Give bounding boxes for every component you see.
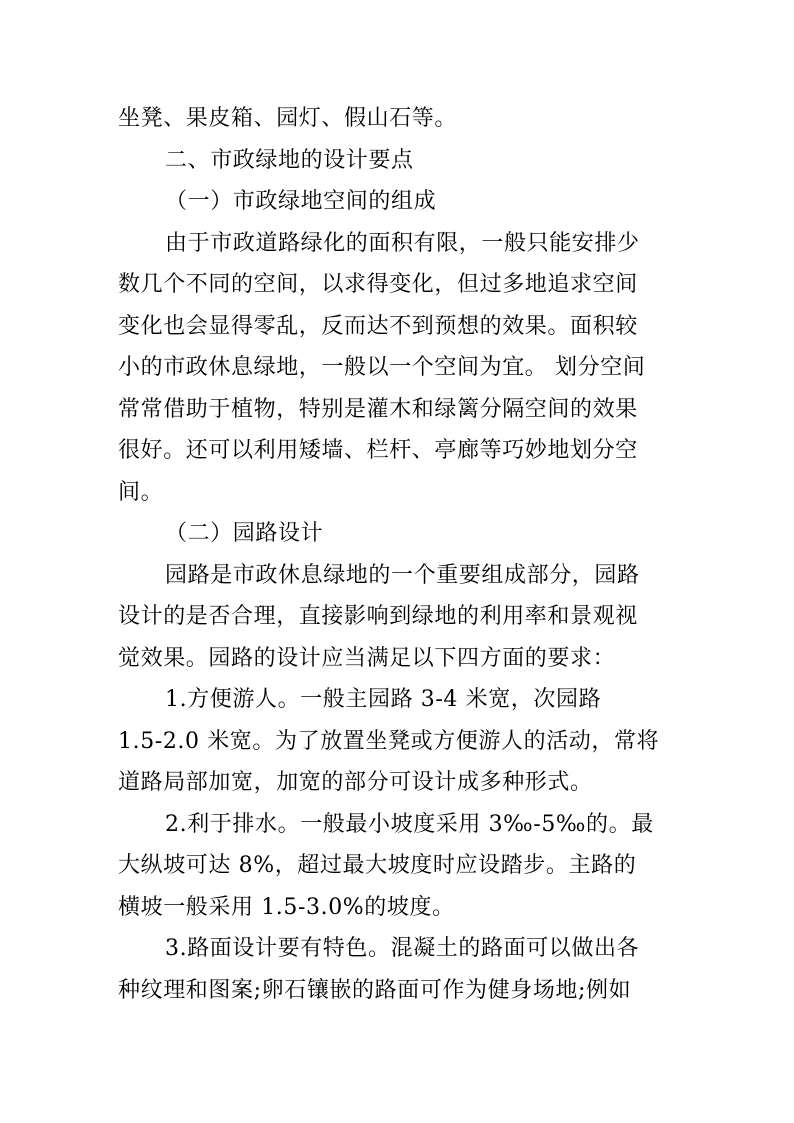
list-item-1: 1.方便游人。一般主园路 3-4 米宽，次园路: [165, 687, 602, 712]
text-line-9: 很好。还可以利用矮墙、栏杆、亭廊等巧妙地划分空: [118, 438, 638, 463]
text-line-19: 大纵坡可达 8%，超过最大坡度时应设踏步。主路的: [118, 853, 637, 878]
list-item-3: 3.路面设计要有特色。混凝土的路面可以做出各: [165, 936, 640, 961]
text-line-20: 横坡一般采用 1.5-3.0%的坡度。: [118, 895, 455, 920]
text-line-14: 觉效果。园路的设计应当满足以下四方面的要求：: [118, 646, 616, 671]
text-line-7: 小的市政休息绿地，一般以一个空间为宜。 划分空间: [118, 355, 646, 380]
text-line-17: 道路局部加宽，加宽的部分可设计成多种形式。: [118, 770, 593, 795]
text-line-13: 设计的是否合理，直接影响到绿地的利用率和景观视: [118, 604, 638, 629]
text-line-1: 坐凳、果皮箱、园灯、假山石等。: [118, 106, 458, 131]
text-line-4: 由于市政道路绿化的面积有限，一般只能安排少: [165, 231, 640, 256]
subsection-heading-2: （二）园路设计: [165, 521, 324, 546]
text-line-16: 1.5-2.0 米宽。为了放置坐凳或方便游人的活动，常将: [118, 729, 660, 754]
text-line-22: 种纹理和图案;卵石镶嵌的路面可作为健身场地;例如: [118, 978, 632, 1003]
text-line-12: 园路是市政休息绿地的一个重要组成部分，园路: [165, 563, 640, 588]
list-item-2: 2.利于排水。一般最小坡度采用 3‰-5‰的。最: [165, 812, 654, 837]
subsection-heading-1: （一）市政绿地空间的组成: [165, 189, 437, 214]
text-line-6: 变化也会显得零乱，反而达不到预想的效果。面积较: [118, 314, 638, 339]
text-line-10: 间。: [118, 480, 164, 505]
section-heading-2: 二、市政绿地的设计要点: [165, 148, 414, 173]
text-line-8: 常常借助于植物，特别是灌木和绿篱分隔空间的效果: [118, 397, 638, 422]
text-line-5: 数几个不同的空间，以求得变化，但过多地追求空间: [118, 272, 638, 297]
